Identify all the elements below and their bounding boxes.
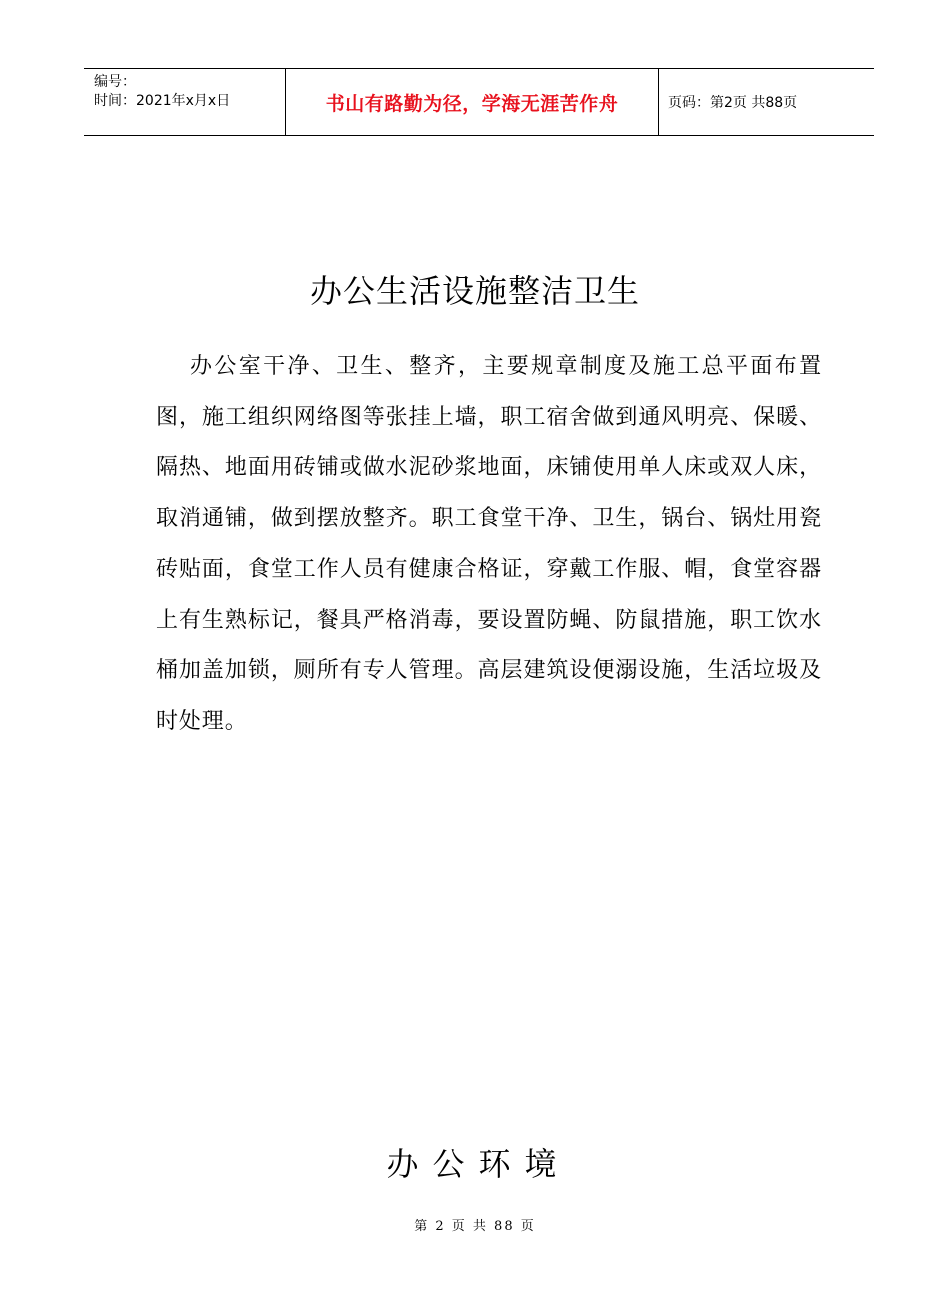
document-title: 办公生活设施整洁卫生 — [309, 272, 640, 310]
page-footer: 第 2 页 共 88 页 — [414, 1219, 536, 1234]
header-page-label: 页码：第2页 共88页 — [668, 95, 798, 111]
section-heading: 办公环境 — [386, 1145, 571, 1183]
page-header — [84, 68, 874, 136]
header-time-label: 时间：2021年x月x日 — [94, 93, 231, 109]
header-meta — [84, 69, 286, 135]
header-motto: 书山有路勤为径，学海无涯苦作舟 — [325, 92, 619, 115]
header-number-label: 编号： — [94, 74, 136, 90]
header-motto-cell — [286, 69, 659, 135]
header-page-cell — [659, 69, 874, 135]
body-paragraph: 办公室干净、卫生、整齐，主要规章制度及施工总平面布置图，施工组织网络图等张挂上墙，职工宿舍做到通风明亮、保暖、隔热、地面用砖铺或做水泥砂浆地面，床铺使用单人床或双人床，取消通铺，做到摆放整齐。职工食堂干净、卫生，锅台、锅灶用瓷砖贴面，食堂工作人员有健康合格证，穿戴工作服、帽，食堂容器上有生熟标记，餐具严格消毒，要设置防蝇、防鼠措施，职工饮水桶加盖加锁，厕所有专人管理。高层建筑设便溺设施，生活垃圾及时处理。 — [156, 354, 822, 734]
